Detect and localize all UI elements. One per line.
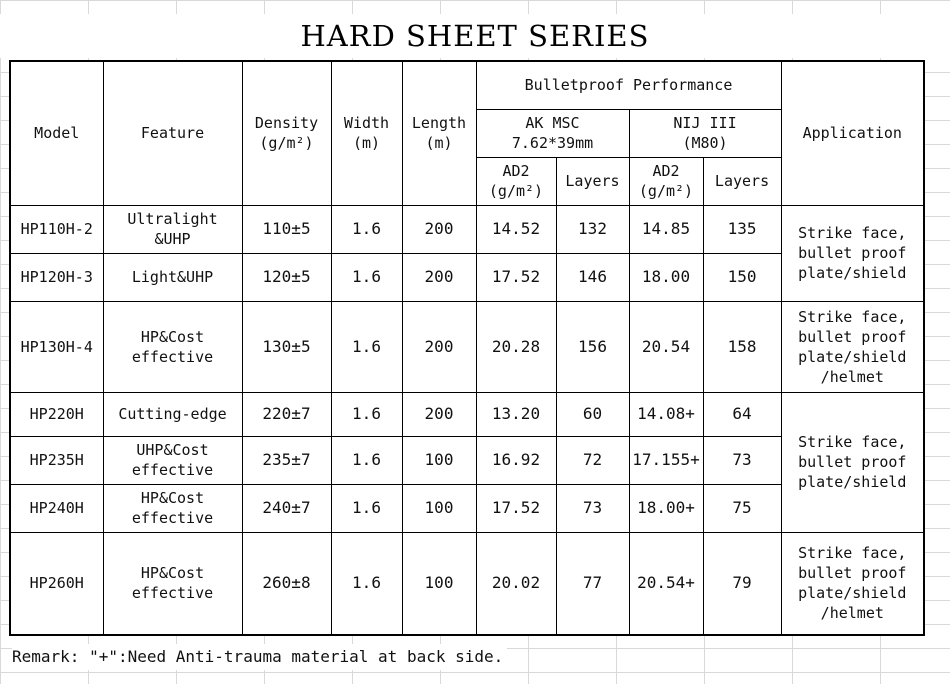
cell-ak-ad2: 17.52 (476, 253, 556, 301)
cell-ak-ad2: 20.28 (476, 301, 556, 392)
header-bulletproof: Bulletproof Performance (476, 61, 781, 109)
cell-nij-ad2: 14.85 (629, 205, 703, 253)
cell-nij-ad2: 20.54 (629, 301, 703, 392)
header-nij-ad2 (629, 157, 703, 205)
cell-nij-layers: 75 (703, 484, 781, 532)
cell-width: 1.6 (331, 436, 402, 484)
header-density-label: Density (254, 114, 319, 133)
cell-ak-layers: 132 (556, 205, 629, 253)
cell-density: 240±7 (242, 484, 331, 532)
cell-feature: HP&Cost effective (103, 484, 242, 532)
cell-model: HP110H-2 (10, 205, 103, 253)
header-model: Model (10, 61, 103, 205)
hard-sheet-table (9, 60, 925, 636)
cell-length: 200 (402, 205, 476, 253)
sheet-title: HARD SHEET SERIES (0, 14, 950, 58)
cell-ak-ad2: 17.52 (476, 484, 556, 532)
header-length-unit: (m) (425, 134, 453, 153)
table-row (10, 392, 924, 436)
cell-feature: Light&UHP (103, 253, 242, 301)
cell-density: 235±7 (242, 436, 331, 484)
cell-ak-ad2: 20.02 (476, 532, 556, 635)
header-length-label: Length (411, 114, 467, 133)
cell-nij-ad2: 18.00+ (629, 484, 703, 532)
cell-nij-ad2: 17.155+ (629, 436, 703, 484)
cell-length: 200 (402, 392, 476, 436)
table-row (10, 301, 924, 392)
cell-width: 1.6 (331, 205, 402, 253)
header-ak-msc-label: AK MSC (525, 114, 580, 132)
cell-nij-ad2: 14.08+ (629, 392, 703, 436)
cell-density: 110±5 (242, 205, 331, 253)
remark-note: Remark: "+":Need Anti-trauma material at back side. (12, 644, 507, 670)
cell-width: 1.6 (331, 301, 402, 392)
header-width (331, 61, 402, 205)
cell-nij-layers: 64 (703, 392, 781, 436)
cell-width: 1.6 (331, 253, 402, 301)
cell-model: HP260H (10, 532, 103, 635)
cell-model: HP235H (10, 436, 103, 484)
cell-density: 130±5 (242, 301, 331, 392)
cell-ak-layers: 156 (556, 301, 629, 392)
cell-ak-layers: 146 (556, 253, 629, 301)
cell-ak-layers: 60 (556, 392, 629, 436)
header-ak-layers: Layers (556, 157, 629, 205)
header-nij-ad2-unit: (g/m²) (638, 182, 694, 200)
header-nij-round: (M80) (682, 134, 728, 152)
cell-nij-layers: 73 (703, 436, 781, 484)
cell-feature: Cutting-edge (103, 392, 242, 436)
cell-application: Strike face, bullet proof plate/shield (781, 205, 924, 301)
cell-model: HP130H-4 (10, 301, 103, 392)
cell-nij-ad2: 18.00 (629, 253, 703, 301)
cell-application: Strike face, bullet proof plate/shield (781, 392, 924, 532)
header-density-unit: (g/m²) (259, 134, 314, 153)
cell-ak-layers: 73 (556, 484, 629, 532)
header-ak-ad2 (476, 157, 556, 205)
cell-ak-layers: 72 (556, 436, 629, 484)
cell-density: 260±8 (242, 532, 331, 635)
header-width-label: Width (343, 114, 390, 133)
cell-nij-layers: 150 (703, 253, 781, 301)
cell-feature: HP&Cost effective (103, 532, 242, 635)
header-nij (629, 109, 781, 157)
cell-length: 100 (402, 484, 476, 532)
cell-application: Strike face, bullet proof plate/shield /helmet (781, 532, 924, 635)
header-ak-ad2-unit: (g/m²) (488, 182, 544, 200)
cell-model: HP220H (10, 392, 103, 436)
cell-length: 200 (402, 253, 476, 301)
cell-feature: HP&Cost effective (103, 301, 242, 392)
header-width-unit: (m) (352, 134, 381, 153)
cell-feature: Ultralight &UHP (103, 205, 242, 253)
cell-ak-ad2: 13.20 (476, 392, 556, 436)
cell-ak-layers: 77 (556, 532, 629, 635)
header-application: Application (781, 61, 924, 205)
cell-density: 120±5 (242, 253, 331, 301)
table-row (10, 532, 924, 635)
header-ak-msc (476, 109, 629, 157)
header-density (242, 61, 331, 205)
table-row (10, 205, 924, 253)
header-feature: Feature (103, 61, 242, 205)
header-ak-msc-caliber: 7.62*39mm (511, 134, 594, 152)
header-nij-label: NIJ III (673, 114, 737, 132)
cell-nij-layers: 158 (703, 301, 781, 392)
cell-model: HP240H (10, 484, 103, 532)
cell-width: 1.6 (331, 532, 402, 635)
cell-density: 220±7 (242, 392, 331, 436)
cell-ak-ad2: 14.52 (476, 205, 556, 253)
cell-nij-layers: 135 (703, 205, 781, 253)
cell-feature: UHP&Cost effective (103, 436, 242, 484)
cell-length: 100 (402, 436, 476, 484)
cell-ak-ad2: 16.92 (476, 436, 556, 484)
cell-nij-ad2: 20.54+ (629, 532, 703, 635)
cell-width: 1.6 (331, 392, 402, 436)
cell-model: HP120H-3 (10, 253, 103, 301)
header-nij-ad2-label: AD2 (652, 162, 680, 180)
header-nij-layers: Layers (703, 157, 781, 205)
cell-nij-layers: 79 (703, 532, 781, 635)
cell-application: Strike face, bullet proof plate/shield /helmet (781, 301, 924, 392)
cell-width: 1.6 (331, 484, 402, 532)
cell-length: 200 (402, 301, 476, 392)
cell-length: 100 (402, 532, 476, 635)
header-length (402, 61, 476, 205)
header-ak-ad2-label: AD2 (502, 162, 530, 180)
